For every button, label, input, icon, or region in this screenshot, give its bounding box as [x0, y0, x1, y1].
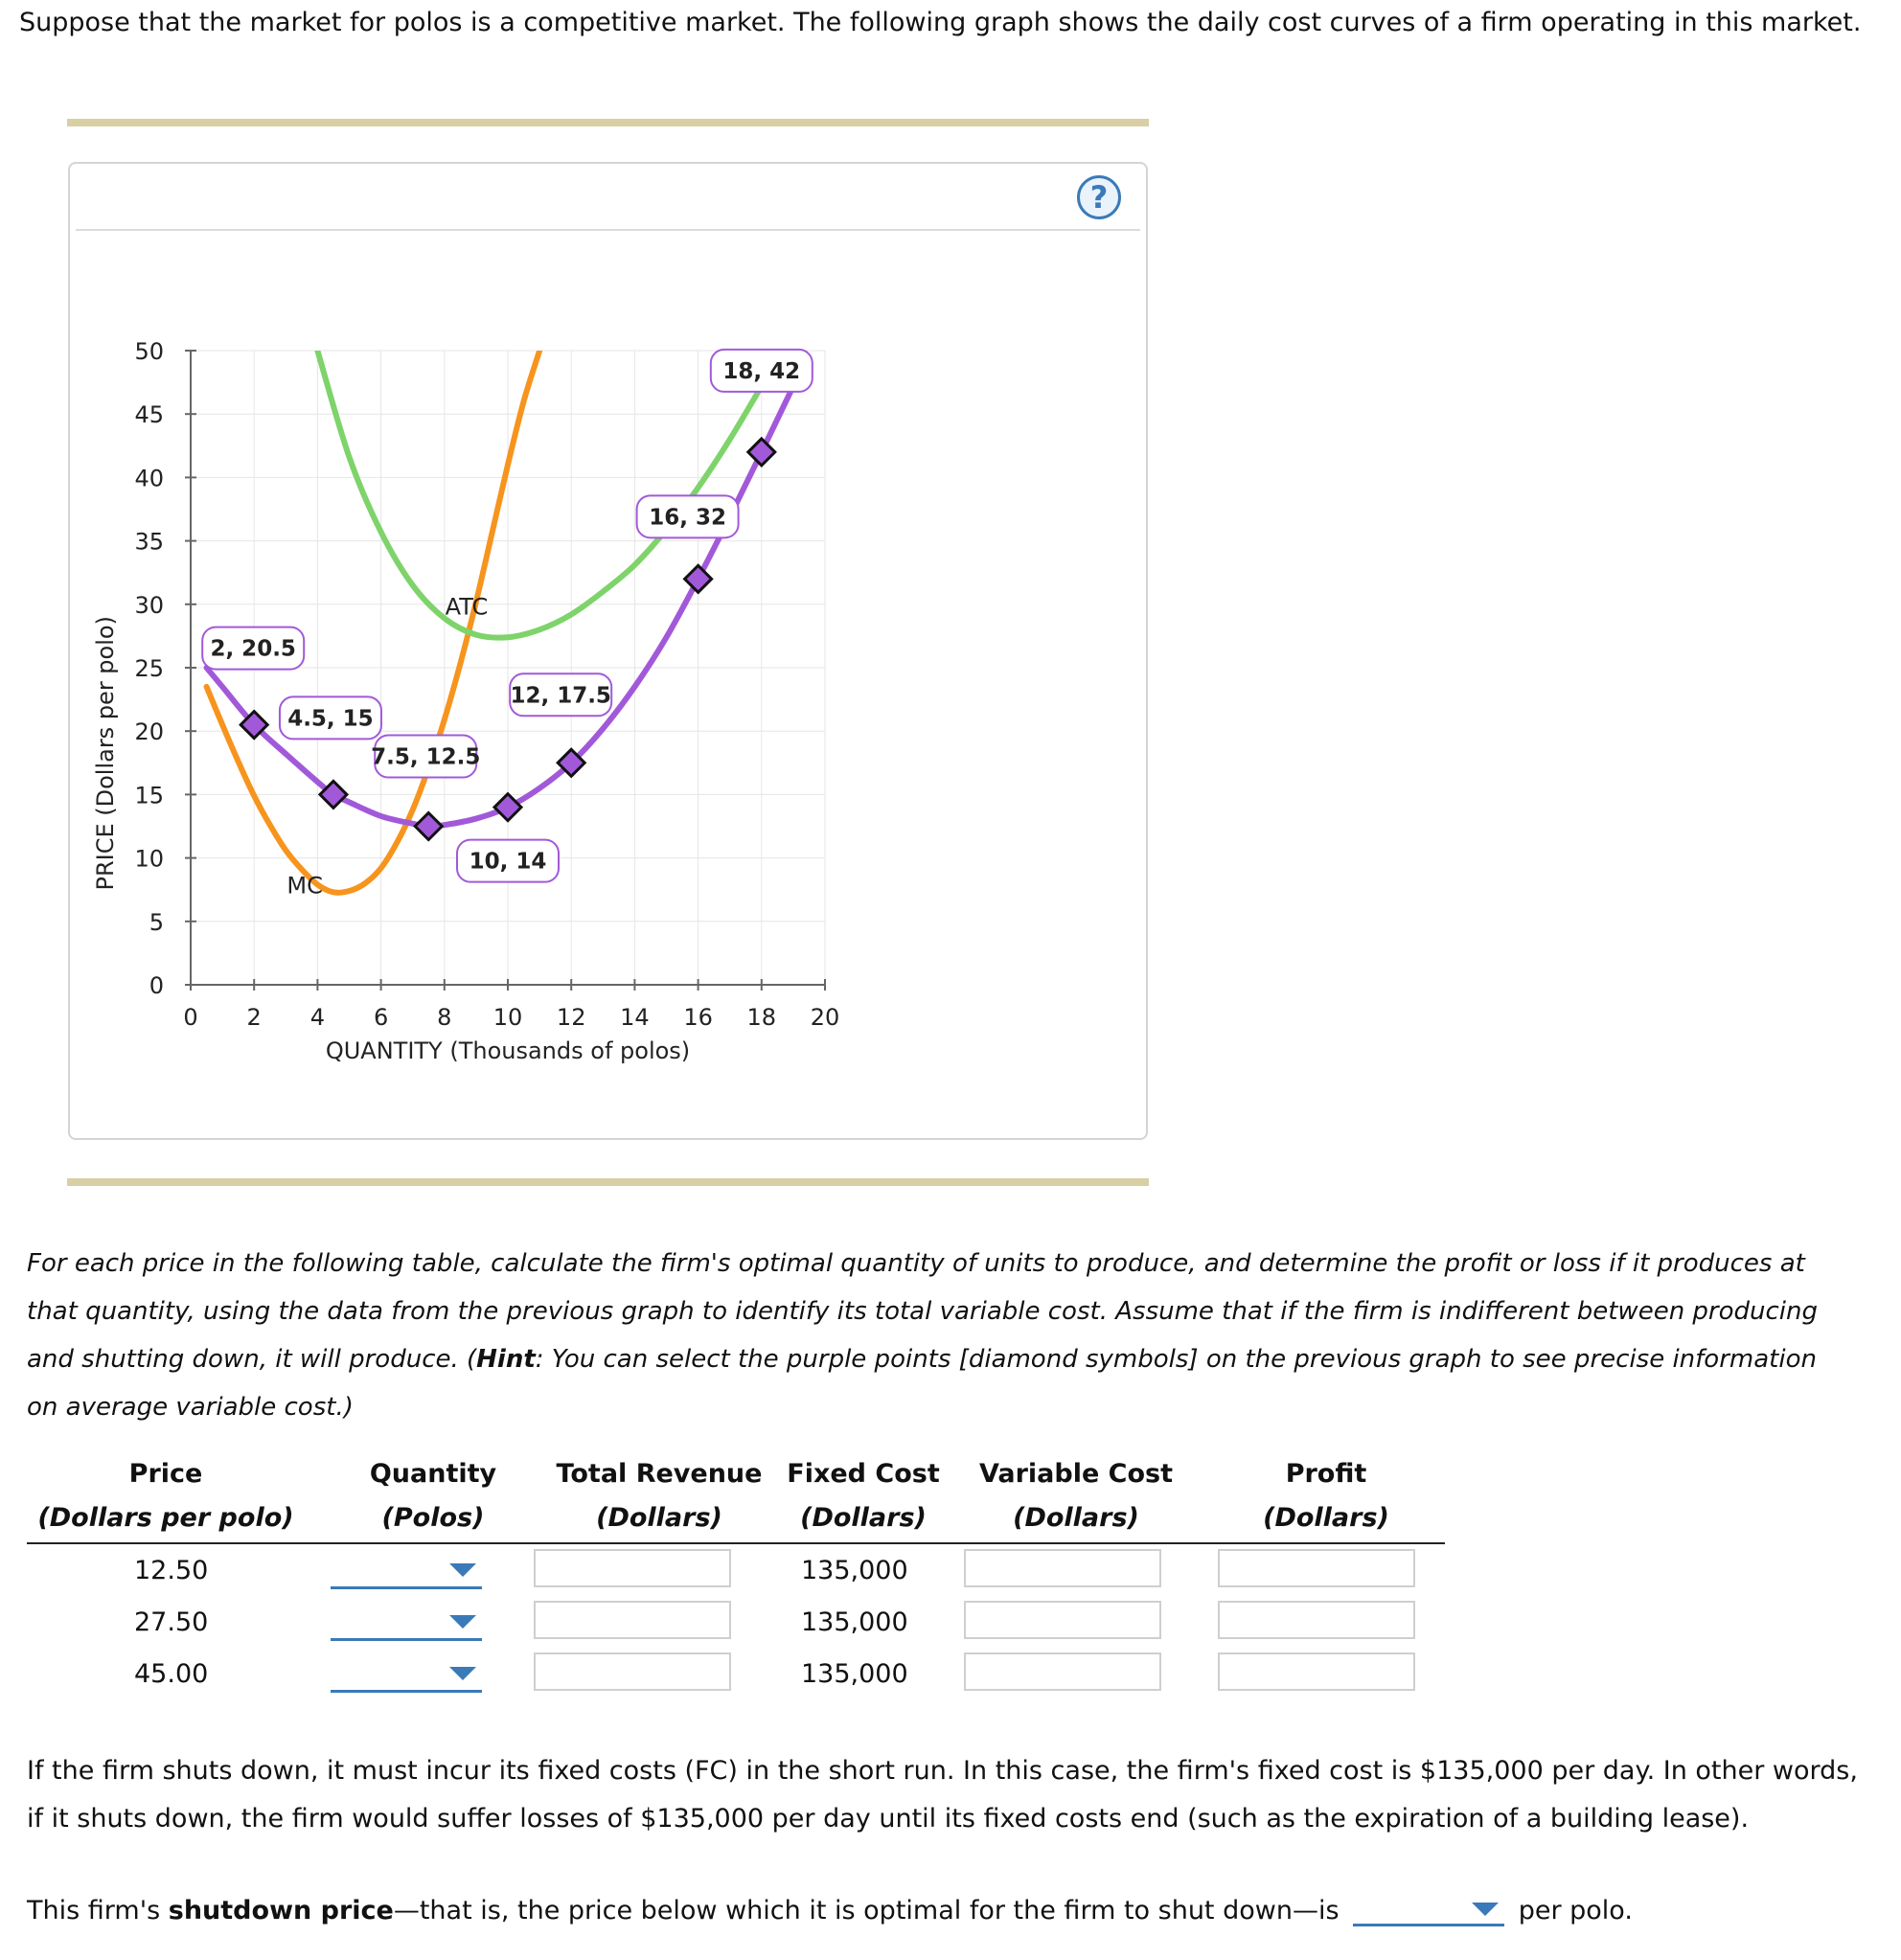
x-tick-label: 6 [373, 1004, 389, 1031]
x-tick-label: 16 [683, 1004, 713, 1031]
x-tick-label: 20 [810, 1004, 840, 1031]
x-axis-label: QUANTITY (Thousands of polos) [325, 1037, 691, 1064]
total-revenue-input[interactable] [534, 1601, 731, 1639]
price-cell: 27.50 [134, 1607, 209, 1637]
x-tick-label: 14 [620, 1004, 650, 1031]
y-tick-label: 10 [134, 845, 164, 873]
total-revenue-input[interactable] [534, 1652, 731, 1691]
variable-cost-input[interactable] [964, 1601, 1161, 1639]
intro-text: Suppose that the market for polos is a competitive market. The following graph shows the daily cost curves of a firm operating in this market. [19, 8, 1862, 37]
quantity-select[interactable] [331, 1657, 482, 1693]
instructions-text [27, 1240, 1847, 1431]
header-price: Price (Dollars per polo) [37, 1459, 294, 1533]
instructions-hint: : You can select the purple points [diamond symbols] on the previous graph to see precise information on average variable cost.) [27, 1345, 1817, 1422]
atc-curve [317, 351, 761, 638]
y-tick-label: 15 [134, 782, 164, 809]
chevron-down-icon [449, 1667, 476, 1680]
x-tick-label: 18 [746, 1004, 777, 1031]
y-tick-label: 5 [149, 908, 164, 936]
x-tick-label: 0 [183, 1004, 198, 1031]
x-tick-label: 10 [492, 1004, 523, 1031]
fixed-cost-cell: 135,000 [801, 1556, 908, 1585]
avc-point-marker [748, 439, 775, 466]
question-text-end: per polo. [1518, 1896, 1633, 1926]
question-text-start: This firm's [27, 1896, 169, 1926]
fixed-cost-paragraph: If the firm shuts down, it must incur its fixed costs (FC) in the short run. In this case, the firm's fixed cost is $135,000 per day. In other words, if it shuts down, the firm would suffer losses of $135,000 per day until its fixed costs end (such as the expiration of a building lease). [27, 1756, 1858, 1834]
header-variable-cost: Variable Cost (Dollars) [978, 1459, 1174, 1533]
instructions-main: For each price in the following table, calculate the firm's optimal quantity of units to produce, and determine the profit or loss if it produces at that quantity, using the data from the previous graph to identify its total variable cost. Assume that if the firm is indifferent between producing and shutting down, it will produce. ( [27, 1249, 1819, 1374]
profit-input[interactable] [1218, 1549, 1415, 1587]
avc-point-marker [494, 794, 521, 821]
avc-point-marker [415, 813, 442, 840]
shutdown-price-question [27, 1892, 1633, 1930]
fixed-cost-cell: 135,000 [801, 1607, 908, 1637]
chevron-down-icon [449, 1615, 476, 1629]
point-callout-label: 7.5, 12.5 [371, 744, 481, 770]
avc-point-marker [685, 565, 712, 592]
total-revenue-input[interactable] [534, 1549, 731, 1587]
y-tick-label: 50 [134, 338, 164, 365]
profit-input[interactable] [1218, 1652, 1415, 1691]
point-callout-label: 2, 20.5 [210, 636, 296, 662]
y-axis-label: PRICE (Dollars per polo) [92, 616, 119, 891]
chevron-down-icon [1472, 1903, 1499, 1916]
quantity-select[interactable] [331, 1606, 482, 1641]
y-tick-label: 30 [134, 591, 164, 619]
question-text-middle: —that is, the price below which it is optimal for the firm to shut down—is [393, 1896, 1340, 1926]
y-tick-label: 25 [134, 655, 164, 682]
x-tick-label: 4 [309, 1004, 326, 1031]
hint-label: Hint [476, 1345, 536, 1374]
table-header-rule [27, 1542, 1445, 1544]
y-tick-label: 35 [134, 528, 164, 556]
quantity-select[interactable] [331, 1554, 482, 1589]
shutdown-price-select[interactable] [1353, 1895, 1504, 1926]
mc-curve [207, 249, 572, 893]
x-tick-label: 2 [246, 1004, 262, 1031]
variable-cost-input[interactable] [964, 1652, 1161, 1691]
price-cell: 45.00 [134, 1659, 209, 1689]
y-tick-label: 45 [134, 401, 164, 429]
atc-label: ATC [445, 593, 489, 621]
point-callout-label: 4.5, 15 [287, 706, 374, 732]
price-cell: 12.50 [134, 1556, 209, 1585]
header-profit: Profit (Dollars) [1263, 1459, 1389, 1533]
bottom-divider [67, 1178, 1149, 1186]
chevron-down-icon [449, 1563, 476, 1577]
point-callout-label: 10, 14 [469, 849, 547, 875]
point-callout-label: 12, 17.5 [510, 683, 611, 709]
x-tick-label: 8 [437, 1004, 452, 1031]
y-tick-label: 0 [149, 972, 164, 999]
avc-curve [207, 386, 793, 827]
variable-cost-input[interactable] [964, 1549, 1161, 1587]
fixed-cost-cell: 135,000 [801, 1659, 908, 1689]
profit-input[interactable] [1218, 1601, 1415, 1639]
header-total-revenue: Total Revenue (Dollars) [556, 1459, 763, 1533]
shutdown-price-term: shutdown price [168, 1896, 394, 1926]
point-callout-label: 16, 32 [649, 505, 726, 531]
point-callout-label: 18, 42 [722, 358, 801, 384]
y-tick-label: 20 [134, 718, 164, 746]
mc-label: MC [286, 872, 323, 900]
y-tick-label: 40 [134, 465, 164, 492]
help-icon[interactable]: ? [1077, 175, 1121, 219]
x-tick-label: 12 [556, 1004, 586, 1031]
header-fixed-cost: Fixed Cost (Dollars) [787, 1459, 940, 1533]
header-quantity: Quantity (Polos) [369, 1459, 497, 1533]
